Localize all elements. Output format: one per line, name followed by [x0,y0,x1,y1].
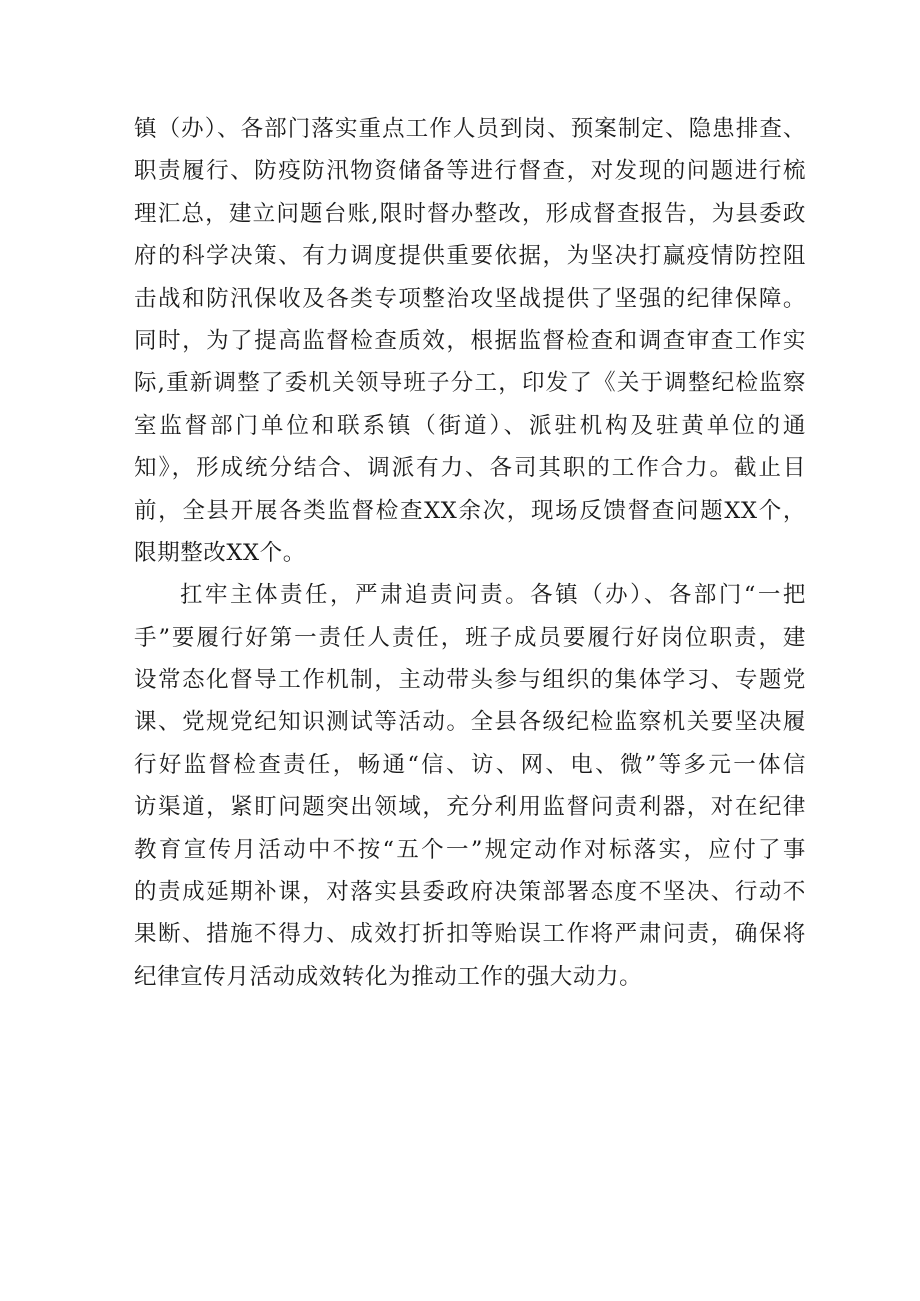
text-line: 的责成延期补课，对落实县委政府决策部署态度不坚决、行动不 [134,879,806,906]
text-line: 击战和防汛保收及各类专项整治攻坚战提供了坚强的纪律保障。 [134,285,806,312]
text-line: 设常态化督导工作机制，主动带头参与组织的集体学习、专题党 [134,667,806,694]
text-line: 镇（办）、各部门落实重点工作人员到岗、预案制定、隐患排查、 [134,116,806,142]
paragraph-1 [134,108,806,574]
text-line: 理汇总，建立问题台账,限时督办整改，形成督查报告，为县委政 [134,200,806,227]
text-line: 前，全县开展各类监督检查XX余次，现场反馈督查问题XX个， [134,497,806,524]
text-line: 手”要履行好第一责任人责任，班子成员要履行好岗位职责，建 [134,624,806,651]
text-line: 纪律宣传月活动成效转化为推动工作的强大动力。 [134,963,643,990]
text-line: 行好监督检查责任，畅通“信、访、网、电、微”等多元一体信 [134,751,806,778]
text-line: 际,重新调整了委机关领导班子分工，印发了《关于调整纪检监察 [134,370,806,397]
text-line: 室监督部门单位和联系镇（街道）、派驻机构及驻黄单位的通 [134,412,806,439]
text-line: 职责履行、防疫防汛物资储备等进行督查，对发现的问题进行梳 [134,158,806,185]
text-line: 教育宣传月活动中不按“五个一”规定动作对标落实，应付了事 [134,836,806,863]
text-line: 知》，形成统分结合、调派有力、各司其职的工作合力。截止目 [134,455,806,482]
paragraph-2 [134,574,806,998]
text-line: 访渠道，紧盯问题突出领域，充分利用监督问责利器，对在纪律 [134,794,806,821]
text-line: 扛牢主体责任，严肃追责问责。各镇（办）、各部门“一把 [180,582,806,609]
body-text [134,108,806,998]
text-line: 府的科学决策、有力调度提供重要依据，为坚决打赢疫情防控阻 [134,243,806,270]
text-line: 课、党规党纪知识测试等活动。全县各级纪检监察机关要坚决履 [134,709,806,736]
text-line: 限期整改XX个。 [134,539,306,566]
text-line: 同时，为了提高监督检查质效，根据监督检查和调查审查工作实 [134,327,806,354]
text-line: 果断、措施不得力、成效打折扣等贻误工作将严肃问责，确保将 [134,921,806,948]
